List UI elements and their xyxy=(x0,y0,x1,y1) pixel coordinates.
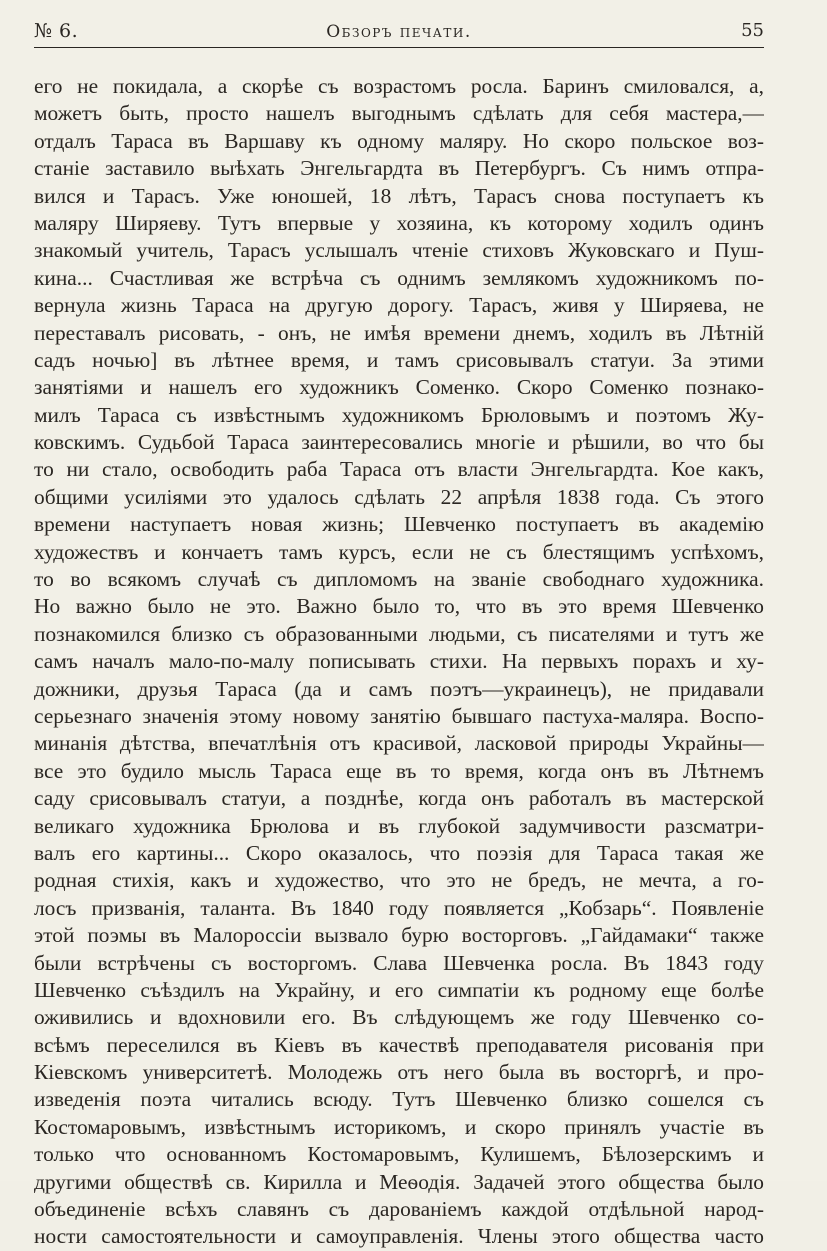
text-line: Но важно было не это. Важно было то, что въ это время Шевченко xyxy=(34,594,764,619)
text-line: отдалъ Тараса въ Варшаву къ одному маляру. Но скоро польское воз- xyxy=(34,128,764,153)
text-line: Костомаровымъ, извѣстнымъ историкомъ, и скоро принялъ участіе въ xyxy=(34,1114,764,1139)
text-line: дожники, друзья Тараса (да и самъ поэтъ—украинецъ), не придавали xyxy=(34,676,764,701)
text-line: ковскимъ. Судьбой Тараса заинтересовались многіе и рѣшили, во что бы xyxy=(34,430,764,455)
text-line: великаго художника Брюлова и въ глубокой задумчивости разсматри- xyxy=(34,813,764,838)
text-line: лосъ призванія, таланта. Въ 1840 году появляется „Кобзарь“. Появленіе xyxy=(34,895,764,920)
text-line: садъ ночью] въ лѣтнее время, и тамъ срисовывалъ статуи. За этими xyxy=(34,347,764,372)
text-line: самъ началъ мало-по-малу пописывать стихи. На первыхъ порахъ и ху- xyxy=(34,649,764,674)
text-line: вился и Тарасъ. Уже юношей, 18 лѣтъ, Тарасъ снова поступаетъ къ xyxy=(34,183,764,208)
text-line: то ни стало, освободить раба Тараса отъ власти Энгельгардта. Кое какъ, xyxy=(34,457,764,482)
text-line: объединеніе всѣхъ славянъ съ дарованіемъ каждой отдѣльной народ- xyxy=(34,1197,764,1222)
page-number: 55 xyxy=(741,20,764,41)
text-line: занятіями и нашелъ его художникъ Соменко. Скоро Соменко познако- xyxy=(34,375,764,400)
running-title: Обзоръ печати. xyxy=(326,22,472,42)
text-line: серьезнаго значенія этому новому занятію бывшаго пастуха-маляра. Воспо- xyxy=(34,703,764,728)
text-line: Кіевскомъ университетѣ. Молодежь отъ него была въ восторгѣ, и про- xyxy=(34,1060,764,1085)
text-line: родная стихія, какъ и художество, что это не бредъ, не мечта, а го- xyxy=(34,868,764,893)
text-line: все это будило мысль Тараса еще въ то время, когда онъ въ Лѣтнемъ xyxy=(34,758,764,783)
text-line: были встрѣчены съ восторгомъ. Слава Шевченка росла. Въ 1843 году xyxy=(34,950,764,975)
text-line: вернула жизнь Тараса на другую дорогу. Тарасъ, живя у Ширяева, не xyxy=(34,293,764,318)
text-line: его не покидала, а скорѣе съ возрастомъ росла. Баринъ смиловался, а, xyxy=(34,74,764,98)
text-line: общими усиліями это удалось сдѣлать 22 апрѣля 1838 года. Съ этого xyxy=(34,484,764,509)
issue-number: № 6. xyxy=(34,20,79,42)
text-line: милъ Тараса съ извѣстнымъ художникомъ Брюловымъ и поэтомъ Жу- xyxy=(34,402,764,427)
page-header xyxy=(34,18,764,44)
text-line: времени наступаетъ новая жизнь; Шевченко поступаетъ въ академію xyxy=(34,512,764,537)
text-line: знакомый учитель, Тарасъ услышалъ чтеніе стиховъ Жуковскаго и Пуш- xyxy=(34,238,764,263)
text-line: саду срисовывалъ статуи, а позднѣе, когда онъ работалъ въ мастерской xyxy=(34,786,764,811)
text-line: изведенія поэта читались всюду. Тутъ Шевченко близко сошелся съ xyxy=(34,1087,764,1112)
text-line: можетъ быть, просто нашелъ выгоднымъ сдѣлать для себя мастера,— xyxy=(34,101,764,126)
header-rule xyxy=(34,47,764,48)
text-line: валъ его картины... Скоро оказалось, что поэзія для Тараса такая же xyxy=(34,840,764,865)
text-line: ности самостоятельности и самоуправленія. Члены этого общества часто xyxy=(34,1224,764,1249)
text-line: познакомился близко съ образованными людьми, съ писателями и тутъ же xyxy=(34,621,764,646)
text-line: минанія дѣтства, впечатлѣнія отъ красивой, ласковой природы Украйны— xyxy=(34,731,764,756)
text-line: переставалъ рисовать, - онъ, не имѣя времени днемъ, ходилъ въ Лѣтній xyxy=(34,320,764,345)
text-line: то во всякомъ случаѣ съ дипломомъ на званіе свободнаго художника. xyxy=(34,567,764,592)
text-line: кина... Счастливая же встрѣча съ однимъ землякомъ художникомъ по- xyxy=(34,265,764,290)
text-line: станіе заставило выѣхать Энгельгардта въ Петербургъ. Съ нимъ отпра- xyxy=(34,156,764,181)
article-body xyxy=(34,73,764,1251)
text-line: другими обществѣ св. Кирилла и Меѳодія. Задачей этого общества было xyxy=(34,1169,764,1194)
text-line: художествъ и кончаетъ тамъ курсъ, если не съ блестящимъ успѣхомъ, xyxy=(34,539,764,564)
text-line: оживились и вдохновили его. Въ слѣдующемъ же году Шевченко со- xyxy=(34,1005,764,1030)
text-line: всѣмъ переселился въ Кіевъ въ качествѣ преподавателя рисованія при xyxy=(34,1032,764,1057)
text-line: маляру Ширяеву. Тутъ впервые у хозяина, къ которому ходилъ одинъ xyxy=(34,210,764,235)
text-line: этой поэмы въ Малороссіи вызвало бурю восторговъ. „Гайдамаки“ также xyxy=(34,923,764,948)
text-line: Шевченко съѣздилъ на Украйну, и его симпатіи къ родному еще болѣе xyxy=(34,977,764,1002)
text-line: только что основанномъ Костомаровымъ, Кулишемъ, Бѣлозерскимъ и xyxy=(34,1142,764,1167)
